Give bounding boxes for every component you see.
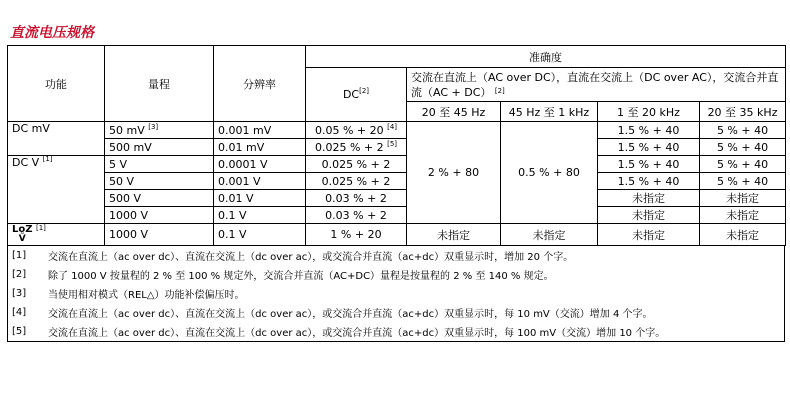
table-row xyxy=(8,156,786,173)
table-row xyxy=(8,190,786,207)
footnote xyxy=(8,322,786,341)
cell-freq-4: 未指定 xyxy=(700,207,786,224)
cell-freq-4: 5 % + 40 xyxy=(700,139,786,156)
cell-range: 1000 V xyxy=(105,207,214,224)
header-accuracy: 准确度 xyxy=(306,46,786,68)
header-freq-4: 20 至 35 kHz xyxy=(700,102,786,122)
cell-dc: 1 % + 20 xyxy=(306,224,407,246)
cell-dc: 0.05 % + 20 [4] xyxy=(306,122,407,139)
cell-freq-3: 1.5 % + 40 xyxy=(598,139,700,156)
footnote-number: [4] xyxy=(12,307,27,318)
table-row-loz xyxy=(8,224,786,246)
footnote-number: [2] xyxy=(12,269,27,280)
cell-dc: 0.03 % + 2 xyxy=(306,207,407,224)
footnote-text: 交流在直流上（ac over dc）、直流在交流上（dc over ac），或交流合并直流（ac+dc）双重显示时，每 10 mV（交流）增加 4 个字。 xyxy=(48,309,653,320)
header-ac-over-dc: 交流在直流上（AC over DC），直流在交流上（DC over AC），交流合并直流（AC + DC） [2] xyxy=(407,68,786,102)
table-row xyxy=(8,139,786,156)
cell-range: 5 V xyxy=(105,156,214,173)
cell-dc: 0.025 % + 2 xyxy=(306,173,407,190)
footnote xyxy=(8,284,786,303)
cell-function: DC V [1] xyxy=(8,156,105,224)
table-row xyxy=(8,207,786,224)
footnote xyxy=(8,303,786,322)
cell-function: DC mV xyxy=(8,122,105,156)
cell-freq-3: 未指定 xyxy=(598,190,700,207)
cell-resolution: 0.1 V xyxy=(214,224,306,246)
cell-freq-2: 未指定 xyxy=(501,224,598,246)
cell-freq-3: 1.5 % + 40 xyxy=(598,156,700,173)
header-freq-1: 20 至 45 Hz xyxy=(407,102,501,122)
cell-range: 500 V xyxy=(105,190,214,207)
cell-freq-1: 未指定 xyxy=(407,224,501,246)
cell-freq-4: 5 % + 40 xyxy=(700,156,786,173)
footnote-text: 除了 1000 V 按量程的 2 % 至 100 % 规定外，交流合并直流（AC+DC）量程是按量程的 2 % 至 140 % 规定。 xyxy=(48,271,554,282)
cell-dc: 0.03 % + 2 xyxy=(306,190,407,207)
cell-merged-freq-1: 2 % + 80 xyxy=(407,122,501,224)
cell-freq-4: 5 % + 40 xyxy=(700,173,786,190)
footnote-number: [3] xyxy=(12,288,27,299)
cell-resolution: 0.001 V xyxy=(214,173,306,190)
cell-resolution: 0.01 V xyxy=(214,190,306,207)
footnotes xyxy=(8,246,786,341)
footnote-text: 交流在直流上（ac over dc）、直流在交流上（dc over ac），或交流合并直流（ac+dc）双重显示时，每 100 mV（交流）增加 10 个字。 xyxy=(48,328,666,339)
cell-resolution: 0.01 mV xyxy=(214,139,306,156)
cell-resolution: 0.1 V xyxy=(214,207,306,224)
cell-dc: 0.025 % + 2 [5] xyxy=(306,139,407,156)
cell-merged-freq-2: 0.5 % + 80 xyxy=(501,122,598,224)
footnote-number: [1] xyxy=(12,250,27,261)
cell-range: 50 V xyxy=(105,173,214,190)
cell-freq-4: 5 % + 40 xyxy=(700,122,786,139)
header-function: 功能 xyxy=(8,46,105,122)
header-dc: DC[2] xyxy=(306,68,407,122)
header-range: 量程 xyxy=(105,46,214,122)
cell-range: 500 mV xyxy=(105,139,214,156)
cell-freq-4: 未指定 xyxy=(700,190,786,207)
cell-freq-3: 1.5 % + 40 xyxy=(598,173,700,190)
header-resolution: 分辨率 xyxy=(214,46,306,122)
cell-range: 1000 V xyxy=(105,224,214,246)
cell-dc: 0.025 % + 2 xyxy=(306,156,407,173)
dc-voltage-spec-table xyxy=(7,45,786,246)
notes-box xyxy=(7,246,785,342)
cell-freq-3: 1.5 % + 40 xyxy=(598,122,700,139)
cell-freq-4: 未指定 xyxy=(700,224,786,246)
header-freq-2: 45 Hz 至 1 kHz xyxy=(501,102,598,122)
cell-resolution: 0.001 mV xyxy=(214,122,306,139)
footnote-text: 当使用相对模式（REL△）功能补偿偏压时。 xyxy=(48,290,245,301)
table-row xyxy=(8,122,786,139)
footnote xyxy=(8,246,786,265)
footnote-text: 交流在直流上（ac over dc）、直流在交流上（dc over ac），或交流合并直流（ac+dc）双重显示时，增加 20 个字。 xyxy=(48,252,574,263)
spec-table-container xyxy=(7,45,785,342)
cell-resolution: 0.0001 V xyxy=(214,156,306,173)
header-freq-3: 1 至 20 kHz xyxy=(598,102,700,122)
table-row xyxy=(8,173,786,190)
loz-symbol: LoZ Ṽ xyxy=(12,224,33,244)
cell-freq-3: 未指定 xyxy=(598,207,700,224)
cell-range: 50 mV [3] xyxy=(105,122,214,139)
cell-freq-3: 未指定 xyxy=(598,224,700,246)
cell-function-loz: LoZ Ṽ [1] xyxy=(8,224,105,246)
footnote-number: [5] xyxy=(12,326,27,337)
footnote xyxy=(8,265,786,284)
page-title: 直流电压规格 xyxy=(10,25,94,41)
